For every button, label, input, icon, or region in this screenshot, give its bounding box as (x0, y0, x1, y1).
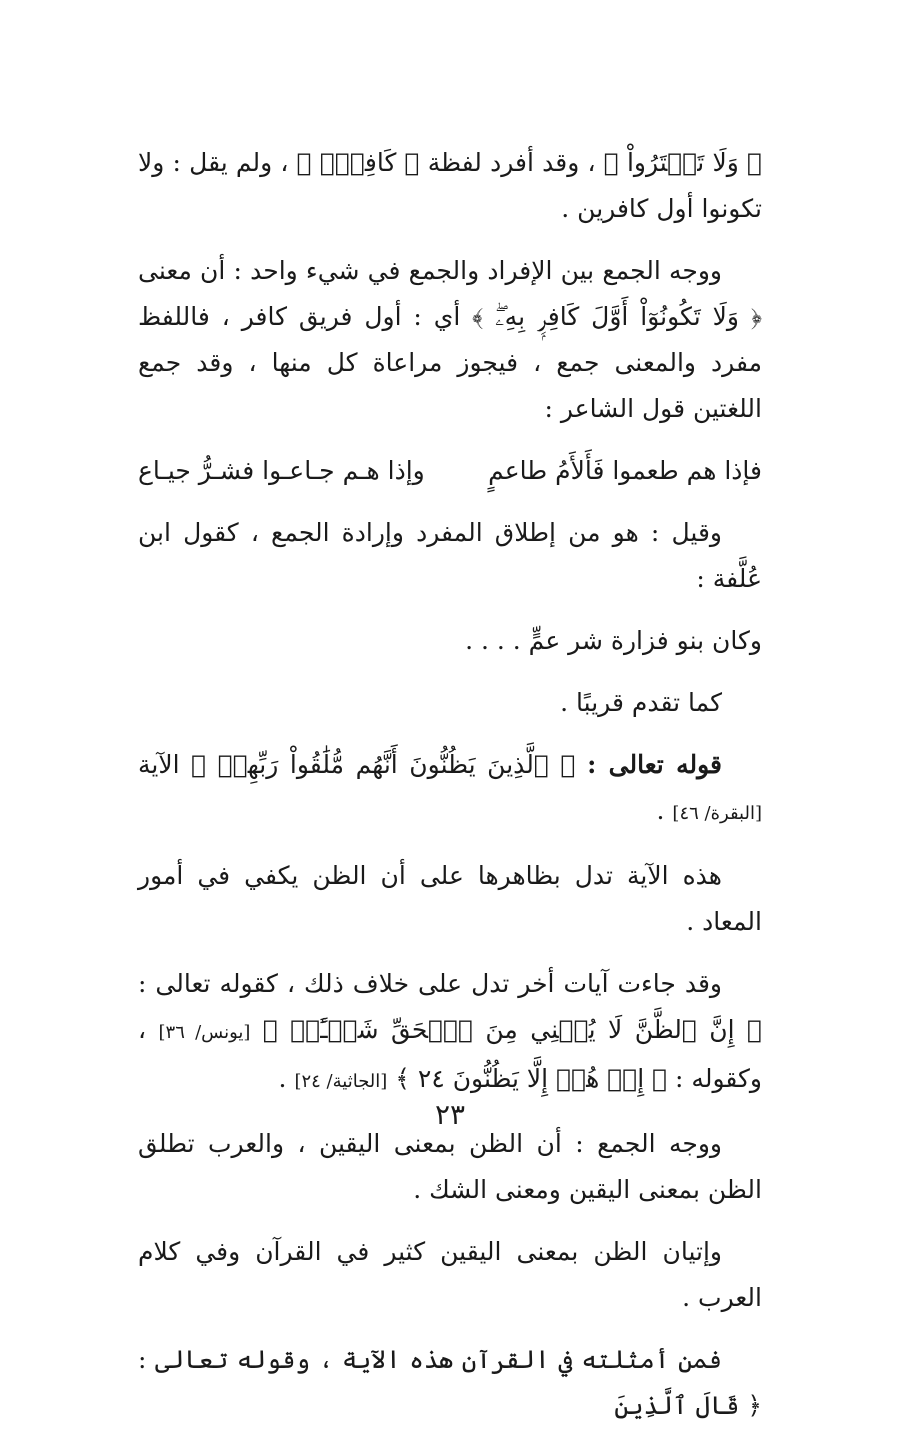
paragraph-6 (138, 742, 762, 837)
page-body (138, 140, 762, 1445)
paragraph-5: كما تقدم قريبًا . (560, 688, 722, 717)
paragraph-2: ووجه الجمع بين الإفراد والجمع في شيء واحد : أن معنى ﴿ وَلَا تَكُونُوٓاْ أَوَّلَ كَافِرِۭ بِهِۦۖ ﴾ أي : أول فريق كافر ، فاللفظ مفرد والمعنى جمع ، فيجوز مراعاة كل منها ، وقد جمع اللغتين قول الشاعر : (138, 256, 762, 423)
paragraph-11: فمن أمثلته في القرآن هذه الآية ، وقوله تعالى : ﴿ قَالَ ٱلَّذِينَ (138, 1345, 762, 1420)
paragraph-8-text-a: وقد جاءت آيات أخر تدل على خلاف ذلك ، كقوله تعالى : ﴿ إِنَّ ٱلظَّنَّ لَا يُغۡنِي مِنَ ٱلۡحَقِّ شَيۡـًٔاۚ ﴾ (138, 969, 762, 1044)
verse-first-hemistich: فإذا هم طعموا فَأَلأَمُ طاعمٍ (488, 456, 762, 485)
surah-reference-jathiya: [الجاثية/ ٢٤] (294, 1071, 388, 1092)
paragraph-8-text-b: ، وكقوله : ﴿ إِنۡ هُمۡ إِلَّا يَظُنُّونَ ٢٤ ﴾ (138, 1015, 762, 1093)
sentence-end: . (278, 1064, 287, 1093)
paragraph-3: وقيل : هو من إطلاق المفرد وإرادة الجمع ، كقول ابن عُلَّفة : (138, 518, 762, 593)
surah-reference: [البقرة/ ٤٦] (672, 803, 762, 824)
surah-reference-yunus: [يونس/ ٣٦] (158, 1022, 251, 1043)
paragraph-4: وكان بنو فزارة شر عمٍّ . . . . (465, 626, 762, 655)
paragraph-9: ووجه الجمع : أن الظن بمعنى اليقين ، والعرب تطلق الظن بمعنى اليقين ومعنى الشك . (138, 1129, 762, 1204)
paragraph-8 (138, 961, 762, 1105)
verse-heading: قوله تعالى : (587, 750, 722, 779)
poetry-verse (138, 448, 762, 494)
page-number: ٢٣ (434, 1098, 466, 1131)
paragraph-10: وإتيان الظن بمعنى اليقين كثير في القرآن وفي كلام العرب . (138, 1237, 762, 1312)
sentence-end: . (656, 796, 665, 825)
verse-second-hemistich: وإذا هـم جـاعـوا فشـرُّ جيـاع (138, 456, 425, 485)
paragraph-7: هذه الآية تدل بظاهرها على أن الظن يكفي في أمور المعاد . (138, 861, 762, 936)
quran-quote: ﴿ ٱلَّذِينَ يَظُنُّونَ أَنَّهُم مُّلَٰقُواْ رَبِّهِمۡ ﴾ الآية (138, 750, 576, 779)
paragraph-1: ﴿ وَلَا تَشۡتَرُواْ ﴾ ، وقد أفرد لفظة ﴿ كَافِرِۭ ﴾ ، ولم يقل : ولا تكونوا أول كافرين . (138, 148, 762, 223)
